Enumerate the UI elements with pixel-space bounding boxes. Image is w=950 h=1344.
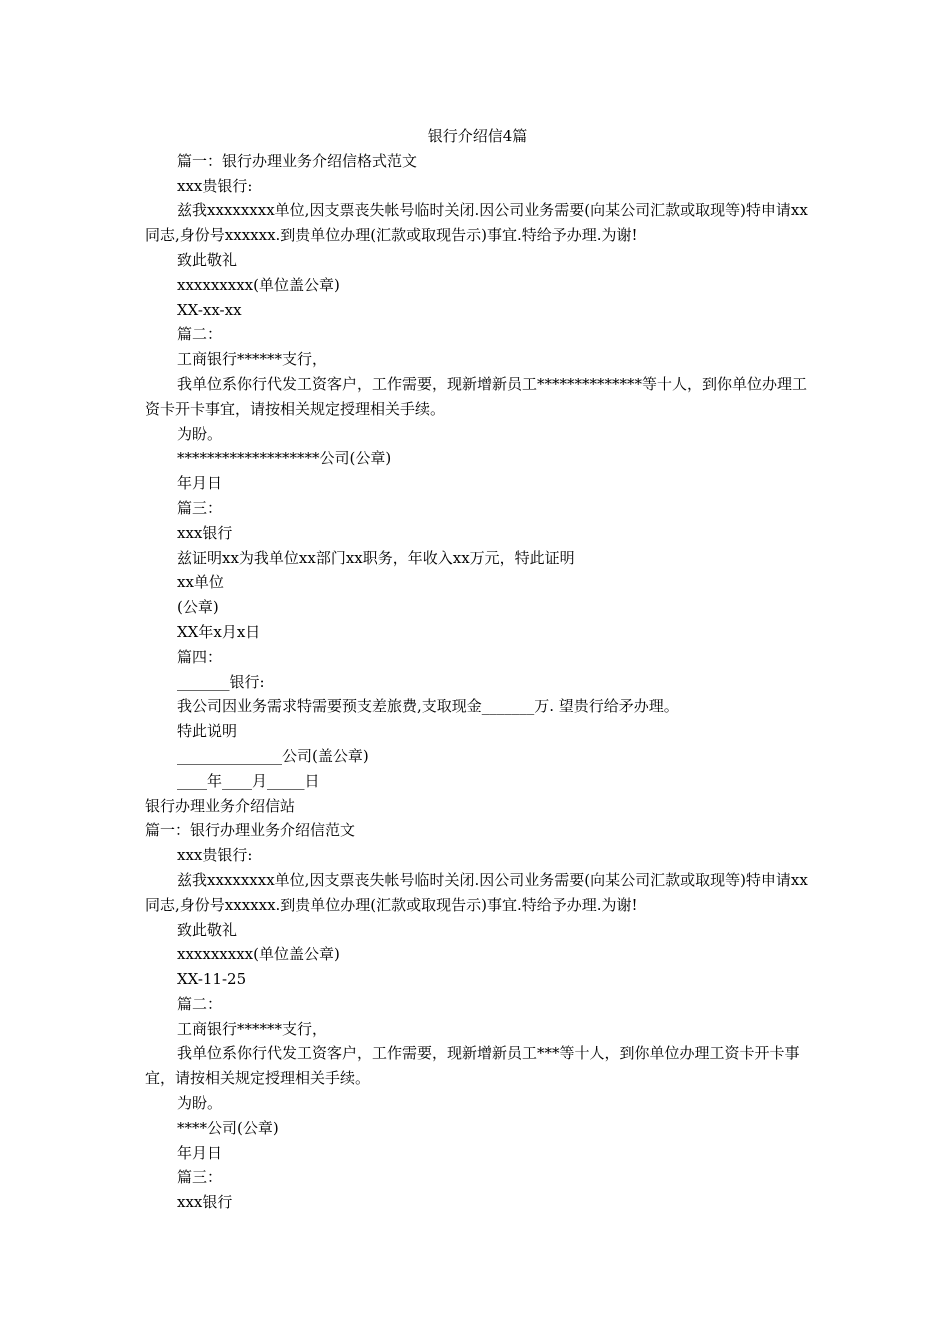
- paragraph: _______银行:: [177, 672, 265, 691]
- paragraph: 兹我xxxxxxxx单位,因支票丧失帐号临时关闭.因公司业务需要(向某公司汇款或取现等)特申请xx同志,身份号xxxxxx.到贵单位办理(汇款或取现告示)事宜.特给予办理.为谢!: [145, 201, 808, 245]
- paragraph: ______________公司(盖公章): [177, 746, 369, 765]
- paragraph: 我单位系你行代发工资客户，工作需要，现新增新员工**************等十人，到你单位办理工资卡开卡事宜，请按相关规定授理相关手续。: [145, 374, 808, 418]
- paragraph: 篇四：: [177, 647, 223, 666]
- document-body: [145, 149, 810, 1215]
- paragraph: XX-xx-xx: [177, 300, 242, 319]
- paragraph: 年月日: [177, 474, 223, 493]
- paragraph: 篇三：: [177, 1168, 223, 1187]
- paragraph: 兹证明xx为我单位xx部门xx职务，年收入xx万元，特此证明: [177, 548, 575, 567]
- paragraph: xxx贵银行:: [177, 176, 253, 195]
- paragraph: XX年x月x日: [177, 622, 261, 641]
- paragraph: 篇三：: [177, 498, 223, 517]
- paragraph: 篇一：银行办理业务介绍信范文: [145, 821, 356, 840]
- paragraph: 为盼。: [177, 1094, 223, 1113]
- paragraph: xxx银行: [177, 1193, 233, 1212]
- paragraph: xxxxxxxxx(单位盖公章): [177, 945, 340, 964]
- paragraph: 篇二：: [177, 325, 223, 344]
- paragraph: 工商银行******支行，: [177, 350, 328, 369]
- document-title: 银行介绍信4篇: [427, 127, 528, 145]
- paragraph: xxx贵银行:: [177, 846, 253, 865]
- paragraph: 年月日: [177, 1143, 223, 1162]
- paragraph: *******************公司(公章): [177, 449, 392, 468]
- paragraph: xxxxxxxxx(单位盖公章): [177, 275, 340, 294]
- paragraph: 兹我xxxxxxxx单位,因支票丧失帐号临时关闭.因公司业务需要(向某公司汇款或取现等)特申请xx同志,身份号xxxxxx.到贵单位办理(汇款或取现告示)事宜.特给予办理.为谢!: [145, 870, 808, 914]
- paragraph: 工商银行******支行，: [177, 1019, 328, 1038]
- paragraph: ****公司(公章): [177, 1118, 279, 1137]
- paragraph: 致此敬礼: [177, 250, 238, 269]
- paragraph: (公章): [177, 598, 219, 617]
- paragraph: xxx银行: [177, 523, 233, 542]
- paragraph: 银行办理业务介绍信站: [145, 796, 296, 815]
- paragraph: 我单位系你行代发工资客户，工作需要，现新增新员工***等十人，到你单位办理工资卡开卡事宜，请按相关规定授理相关手续。: [145, 1044, 800, 1088]
- paragraph: 篇二：: [177, 994, 223, 1013]
- paragraph: XX-11-25: [177, 970, 247, 989]
- paragraph: xx单位: [177, 573, 224, 592]
- paragraph: ____年____月_____日: [177, 771, 320, 790]
- document-page: [145, 124, 810, 1215]
- paragraph: 篇一：银行办理业务介绍信格式范文: [177, 151, 418, 170]
- paragraph: 我公司因业务需求特需要预支差旅费,支取现金_______万. 望贵行给矛办理。: [177, 697, 679, 716]
- paragraph: 致此敬礼: [177, 920, 238, 939]
- paragraph: 为盼。: [177, 424, 223, 443]
- paragraph: 特此说明: [177, 722, 238, 741]
